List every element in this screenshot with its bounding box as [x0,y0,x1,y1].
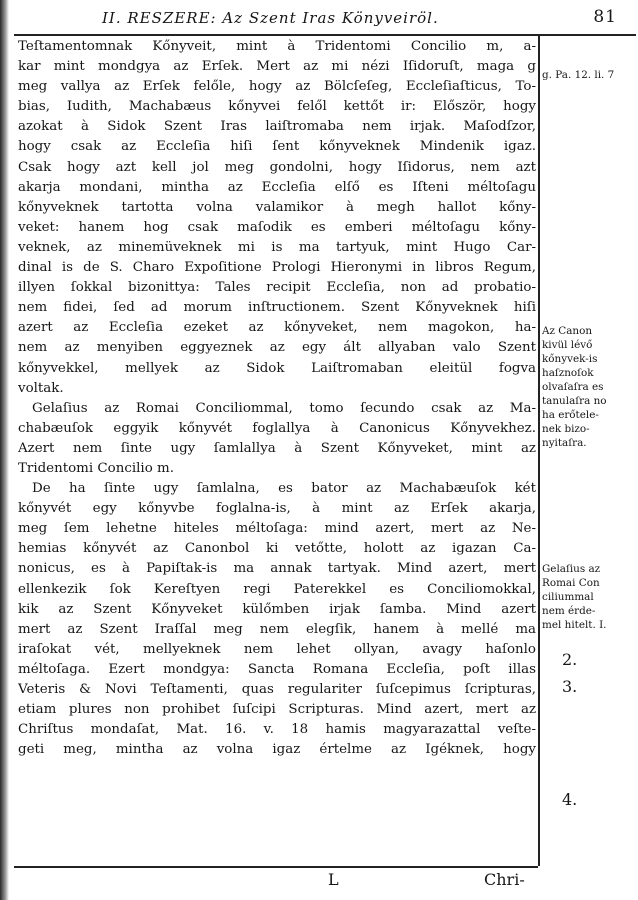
text-line: De ha ſinte ugy ſamlalna, es bator az Machabæuſok két [32,481,536,497]
text-line: azokat à Sidok Szent Iras laiſtromaba nem irjak. Maſodſzor, [18,119,536,135]
text-line: nem az menyiben eggyeznek az egy ált allyaban valo Szent [18,340,536,356]
text-line: kőnyveknek tartotta volna valamikor à megh hallot kőny- [18,199,536,215]
margin-number-2: 2. [562,650,578,669]
text-line: mert az Szent Iraſſal meg nem elegſik, hanem à mellé ma [18,621,536,637]
binding-shadow [0,0,9,900]
text-line: kar mint mondgya az Erſek. Mert az mi nézi Iſidoruſt, maga g [18,59,536,75]
running-header [40,6,625,32]
text-line: Csak hogy azt kell jol meg gondolni, hogy Iſidorus, nem azt [18,159,536,175]
text-line: hogy csak az Eccleſia hiſi ſent kőnyveknek Mindenik igaz. [18,139,536,155]
margin-note-line: Romai Con [542,577,600,589]
text-line: kőnyvét egy kőnyvbe foglalna-is, à mint az Erſek akarja, [18,501,536,517]
text-line: veket: hanem hog csak maſodik es emberi méltoſagu kőny- [18,219,536,235]
text-line: hemias kőnyvét az Canonbol ki vetőtte, holott az igazan Ca- [18,541,536,557]
margin-note-line: tanulaſra no [542,395,607,407]
text-line: Chriſtus mondaſat, Mat. 16. v. 18 hamis magyarazattal veſte- [18,722,536,738]
margin-number-3: 3. [562,677,578,696]
margin-note-line: kőnyvek-is [542,353,598,365]
margin-reference-text: g. Pa. 12. li. 7 [542,69,615,81]
text-line: kőnyvekkel, mellyek az Sidok Laiſtromaban eleitül fogva [18,360,536,376]
text-line: meg ſem lehetne hiteles méltoſaga: mind azert, mert az Ne- [18,521,536,537]
text-line: nonicus, es à Papiſtak-is ma annak tartyak. Mind azert, mert [18,561,536,577]
signature-mark: L [328,870,339,889]
text-line: bias, Iudith, Machabæus kőnyvei felől kettőt ir: Először, hogy [18,99,536,115]
margin-note-line: mel hitelt. I. [542,619,607,631]
page-number: 81 [593,7,617,27]
text-line: geti meg, mintha az volna igaz értelme az Igéknek, hogy [18,742,536,758]
text-line: iraſokat vét, mellyeknek nem lehet ollyan, avagy haſonlo [18,641,536,657]
margin-note-gelasius [542,562,636,632]
margin-note-line: nek bizo- [542,423,590,435]
text-line: Teſtamentomnak Kőnyveit, mint à Tridentomi Concilio m, a- [18,39,536,54]
header-title: II. RESZERE: Az Szent Iras Könyveiröl. [102,9,439,27]
text-line: Azert nem ſinte ugy ſamlallya à Szent Kőnyveket, mint az [18,440,536,456]
margin-reference [542,68,636,82]
text-line: méltoſaga. Ezert mondgya: Sancta Romana Eccleſia, poſt illas [18,661,536,677]
text-line: nem fidei, ſed ad morum inſtructionem. Szent Kőnyveknek hiſi [18,300,536,316]
margin-rule [538,34,540,866]
margin-note-line: kivül lévő [542,339,593,351]
main-text-block [18,37,536,760]
text-line: Tridentomi Concilio m. [18,460,174,476]
text-line: azert az Eccleſia ezeket az kőnyveket, nem magokon, ha- [18,320,536,336]
margin-note-line: Gelaſius az [542,563,601,575]
text-line: voltak. [18,380,64,396]
margin-note-line: nyitaſra. [542,437,587,449]
catchword: Chri- [484,870,525,889]
text-line: illyen ſokkal bizonittya: Tales recipit Eccleſia, non ad probatio- [18,280,536,296]
top-rule [14,34,636,36]
bottom-rule [14,866,538,868]
text-line: Veteris & Novi Teſtamenti, quas regulariter ſuſcepimus ſcripturas, [18,682,536,697]
margin-note-line: haſznoſok [542,367,594,379]
text-line: ellenkezik ſok Kereſtyen regi Paterekkel es Conciliomokkal, [18,581,536,597]
text-line: chabæuſok eggyik kőnyvét foglallya à Canonicus Kőnyvekhez. [18,420,536,436]
margin-note-line: Az Canon [542,325,593,337]
text-line: veknek, az minemüveknek mi is ma tartyuk, mint Hugo Car- [18,239,536,255]
margin-note-line: ha erőtele- [542,409,599,421]
margin-note-canon [542,324,636,450]
text-line: akarja mondani, mintha az Eccleſia elſő es Iſteni méltoſagu [18,179,536,195]
margin-note-line: nem érde- [542,605,596,617]
text-line: dinal is de S. Charo Expoſitione Prologi Hieronymi in libros Regum, [18,260,536,276]
text-line: meg vallya az Erſek felőle, hogy az Bölcſeſeg, Eccleſiaſticus, To- [18,79,536,95]
text-line: etiam plures non prohibet ſuſcipi Scripturas. Mind azert, mert az [18,702,536,718]
margin-note-line: olvaſaſra es [542,381,604,393]
margin-number-4: 4. [562,790,578,809]
text-line: Gelaſius az Romai Conciliommal, tomo ſecundo csak az Ma- [32,400,536,416]
margin-note-line: ciliummal [542,591,594,603]
text-line: kik az Szent Kőnyveket külőmben irjak ſamba. Mind azert [18,601,536,617]
